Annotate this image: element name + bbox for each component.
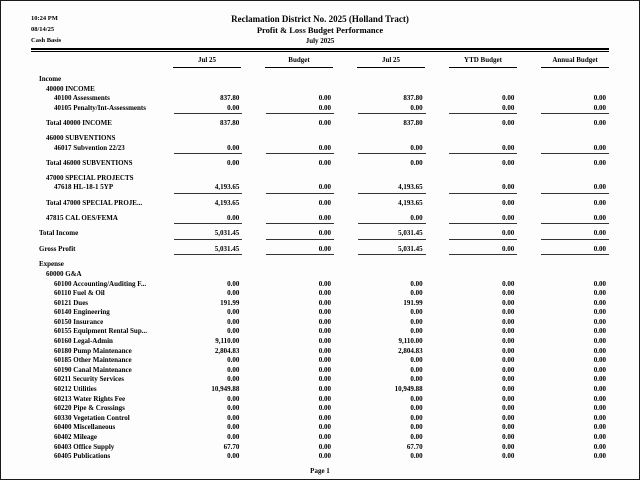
table-row [31,289,609,299]
row-value: 0.00 [502,94,515,103]
row-value: 837.80 [220,94,240,103]
row-label: 47815 CAL OES/FEMA [46,213,118,222]
row-label: 47618 HL-18-1 5YP [54,183,114,192]
row-value: 0.00 [227,308,240,317]
row-value: 0.00 [593,423,607,432]
row-value: 0.00 [502,423,515,432]
row-value: 0.00 [318,119,331,128]
row-value: 10,949.88 [211,385,240,394]
row-value: 0.00 [502,404,515,413]
table-row [31,229,609,240]
row-value: 0.00 [426,183,518,194]
row-label: 40100 Assessments [54,94,110,103]
table-row [31,433,609,443]
row-label: 60180 Pump Maintenance [54,346,132,355]
row-value: 0.00 [318,298,331,307]
row-value: 67.70 [406,442,423,451]
row-label: 60220 Pipe & Crossings [54,404,125,413]
row-value: 0.00 [242,144,334,155]
table-row [31,385,609,395]
row-value: 0.00 [593,394,607,403]
row-value: 0.00 [502,365,515,374]
row-value: 191.99 [403,298,423,307]
table-row [31,245,609,256]
row-value: 0.00 [593,317,607,326]
row-label: Expense [39,260,64,269]
row-label: 60211 Security Services [54,375,124,384]
row-value: 0.00 [410,404,423,413]
row-value: 0.00 [242,229,334,240]
report-period: July 2025 [305,37,335,45]
row-value: 0.00 [502,337,515,346]
row-value: 0.00 [410,159,423,168]
row-label: 60140 Engineering [54,308,110,317]
table-row [31,214,609,225]
row-label: 40105 Penalty/Int-Assessments [54,103,146,112]
table-row [31,270,609,280]
report-title: Profit & Loss Budget Performance [256,25,384,35]
column-header: YTD Budget [425,56,517,68]
row-value: 0.00 [410,279,423,288]
row-value: 4,193.65 [151,183,243,194]
row-value: 0.00 [410,327,423,336]
row-value: 4,193.65 [214,198,240,207]
row-value: 0.00 [318,337,331,346]
row-value: 0.00 [426,144,518,155]
row-value: 0.00 [318,404,331,413]
row-value: 0.00 [502,298,515,307]
table-row [31,85,609,95]
column-header: Budget [241,56,333,68]
row-value: 0.00 [318,433,331,441]
row-value: 0.00 [502,279,515,288]
table-row [31,414,609,424]
page-number: Page 1 [310,466,330,475]
row-value: 0.00 [593,198,606,207]
row-value: 0.00 [318,289,331,298]
table-row [31,183,609,194]
row-value: 0.00 [227,375,240,384]
row-label: 60121 Dues [54,298,89,307]
row-value: 0.00 [517,245,609,256]
table-row [31,94,609,104]
row-value: 0.00 [410,375,423,384]
row-value: 0.00 [318,308,331,317]
row-value: 837.80 [403,94,423,103]
row-value: 0.00 [502,394,515,403]
row-value: 5,031.45 [151,245,243,256]
row-label: 60212 Utilities [54,385,97,394]
row-value: 0.00 [227,159,240,168]
row-value: 0.00 [517,214,609,225]
row-value: 0.00 [410,356,423,365]
table-row [31,159,609,169]
row-label: 60100 Accounting/Auditing F... [54,279,147,288]
row-value: 0.00 [227,365,240,374]
row-value: 0.00 [242,245,334,256]
table-row [31,452,609,462]
row-value: 0.00 [318,442,331,451]
row-value: 0.00 [227,289,240,298]
table-row [31,423,609,433]
table-row [31,280,609,290]
table-row [31,308,609,318]
row-label: 47000 SPECIAL PROJECTS [46,173,134,182]
row-value: 0.00 [426,214,518,225]
row-value: 0.00 [502,317,515,326]
row-value: 0.00 [410,452,423,461]
table-row [31,337,609,347]
row-value: 0.00 [593,375,607,384]
row-value: 0.00 [426,229,518,240]
row-value: 0.00 [410,423,423,432]
row-value: 0.00 [593,442,607,451]
row-label: 60150 Insurance [54,317,104,326]
table-row [31,318,609,328]
row-label: 46017 Subvention 22/23 [54,143,125,152]
row-label: 60190 Canal Maintenance [54,365,132,374]
report-titles [181,13,459,46]
row-value: 0.00 [227,423,240,432]
row-value: 0.00 [593,413,607,422]
table-row [31,375,609,385]
table-row [31,443,609,453]
row-value: 0.00 [151,104,243,115]
row-value: 0.00 [502,198,515,207]
row-value: 0.00 [410,365,423,374]
row-value: 5,031.45 [151,229,243,240]
row-value: 0.00 [318,198,331,207]
row-value: 67.70 [223,442,240,451]
row-value: 0.00 [318,94,331,103]
row-value: 0.00 [410,308,423,317]
row-value: 4,193.65 [334,183,426,194]
row-value: 10,949.88 [394,385,423,394]
row-label: 60160 Legal-Admin [54,337,113,346]
row-value: 0.00 [227,452,240,461]
company-name: Reclamation District No. 2025 (Holland Tract) [231,14,409,24]
row-value: 0.00 [593,308,607,317]
table-row [31,404,609,414]
row-value: 0.00 [227,433,240,441]
row-value: 2,804.83 [214,346,240,355]
row-value: 0.00 [334,214,426,225]
row-value: 0.00 [502,327,515,336]
column-header: Jul 25 [333,56,425,68]
header-right-spacer [459,13,609,46]
row-value: 0.00 [502,433,515,441]
row-value: 0.00 [318,394,331,403]
table-row [31,366,609,376]
report-date: 08/14/25 [31,26,55,33]
row-value: 0.00 [426,104,518,115]
row-value: 0.00 [426,245,518,256]
row-value: 0.00 [593,289,607,298]
row-label: Gross Profit [39,244,76,253]
row-value: 0.00 [593,337,607,346]
row-value: 0.00 [318,385,331,394]
row-value: 0.00 [517,104,609,115]
row-value: 0.00 [502,289,515,298]
row-value: 837.80 [403,119,423,128]
row-value: 0.00 [318,413,331,422]
row-value: 0.00 [318,346,331,355]
row-label: 60330 Vegetation Control [54,413,130,422]
row-value: 0.00 [593,365,607,374]
row-label: Total 40000 INCOME [46,119,112,128]
report-header [31,13,609,46]
row-value: 4,193.65 [398,198,423,207]
row-value: 0.00 [593,298,607,307]
row-value: 2,804.83 [398,346,423,355]
row-value: 0.00 [318,356,331,365]
row-value: 0.00 [410,317,423,326]
row-value: 0.00 [517,183,609,194]
report-meta [31,13,181,46]
row-value: 0.00 [334,104,426,115]
row-label: Total Income [39,229,79,238]
table-row [31,356,609,366]
row-value: 0.00 [242,214,334,225]
column-header-spacer [31,56,149,68]
row-value: 0.00 [410,289,423,298]
header-divider [31,48,609,52]
row-value: 0.00 [593,327,607,336]
row-label: Total 46000 SUBVENTIONS [46,159,133,168]
table-row [31,134,609,144]
row-label: 60400 Miscellaneous [54,423,116,432]
table-row [31,104,609,115]
report-basis: Cash Basis [31,37,62,44]
table-row [31,299,609,309]
row-value: 0.00 [410,433,423,441]
row-value: 9,110.00 [215,337,240,346]
row-label: 46000 SUBVENTIONS [46,133,116,142]
row-value: 0.00 [151,214,243,225]
row-value: 0.00 [227,279,240,288]
row-value: 0.00 [227,413,240,422]
report-body [31,75,609,462]
row-value: 0.00 [502,356,515,365]
row-label: 60110 Fuel & Oil [54,289,105,298]
table-row [31,260,609,270]
row-value: 0.00 [593,119,606,128]
row-value: 0.00 [227,394,240,403]
row-value: 0.00 [593,404,607,413]
row-value: 0.00 [502,159,515,168]
row-value: 0.00 [593,159,606,168]
row-value: 0.00 [318,375,331,384]
row-value: 0.00 [242,104,334,115]
row-value: 0.00 [593,433,607,441]
row-value: 0.00 [227,327,240,336]
row-value: 0.00 [517,144,609,155]
row-label: Total 47000 SPECIAL PROJE... [46,198,143,207]
report-time: 10:24 PM [31,15,58,22]
row-value: 0.00 [242,183,334,194]
page-footer [31,467,609,475]
row-value: 0.00 [502,452,515,461]
row-value: 0.00 [593,346,607,355]
row-value: 0.00 [593,385,607,394]
column-headers [31,56,609,68]
row-value: 0.00 [502,413,515,422]
row-value: 0.00 [318,279,331,288]
row-value: 0.00 [318,365,331,374]
row-value: 0.00 [593,94,607,103]
table-row [31,144,609,155]
table-row [31,174,609,184]
row-label: Income [39,75,62,83]
row-value: 0.00 [502,308,515,317]
row-label: 60402 Mileage [54,433,97,441]
row-value: 0.00 [227,317,240,326]
row-value: 0.00 [517,229,609,240]
row-value: 0.00 [502,119,515,128]
row-label: 60185 Other Maintenance [54,356,132,365]
row-label: 60405 Publications [54,452,111,461]
table-row [31,119,609,129]
column-header: Annual Budget [517,56,609,68]
table-row [31,199,609,209]
column-header: Jul 25 [149,56,241,68]
row-label: 40000 INCOME [46,84,95,93]
table-row [31,75,609,85]
row-value: 0.00 [502,385,515,394]
row-value: 0.00 [334,144,426,155]
row-label: 60403 Office Supply [54,442,115,451]
row-value: 5,031.45 [334,229,426,240]
row-value: 9,110.00 [398,337,423,346]
row-value: 0.00 [318,423,331,432]
row-value: 0.00 [318,159,331,168]
row-value: 0.00 [318,452,331,461]
row-value: 0.00 [502,346,515,355]
row-label: 60213 Water Rights Fee [54,394,126,403]
row-value: 0.00 [318,327,331,336]
row-value: 0.00 [227,356,240,365]
table-row [31,347,609,357]
row-value: 0.00 [318,317,331,326]
row-label: 60155 Equipment Rental Sup... [54,327,147,336]
row-value: 837.80 [220,119,240,128]
row-value: 0.00 [410,394,423,403]
row-value: 0.00 [502,375,515,384]
table-row [31,327,609,337]
row-value: 5,031.45 [334,245,426,256]
row-value: 0.00 [502,442,515,451]
row-value: 191.99 [220,298,240,307]
row-value: 0.00 [151,144,243,155]
row-value: 0.00 [410,413,423,422]
row-value: 0.00 [593,279,607,288]
row-value: 0.00 [593,356,607,365]
row-value: 0.00 [227,404,240,413]
row-label: 60000 G&A [46,269,82,278]
table-row [31,395,609,405]
row-value: 0.00 [593,452,607,461]
